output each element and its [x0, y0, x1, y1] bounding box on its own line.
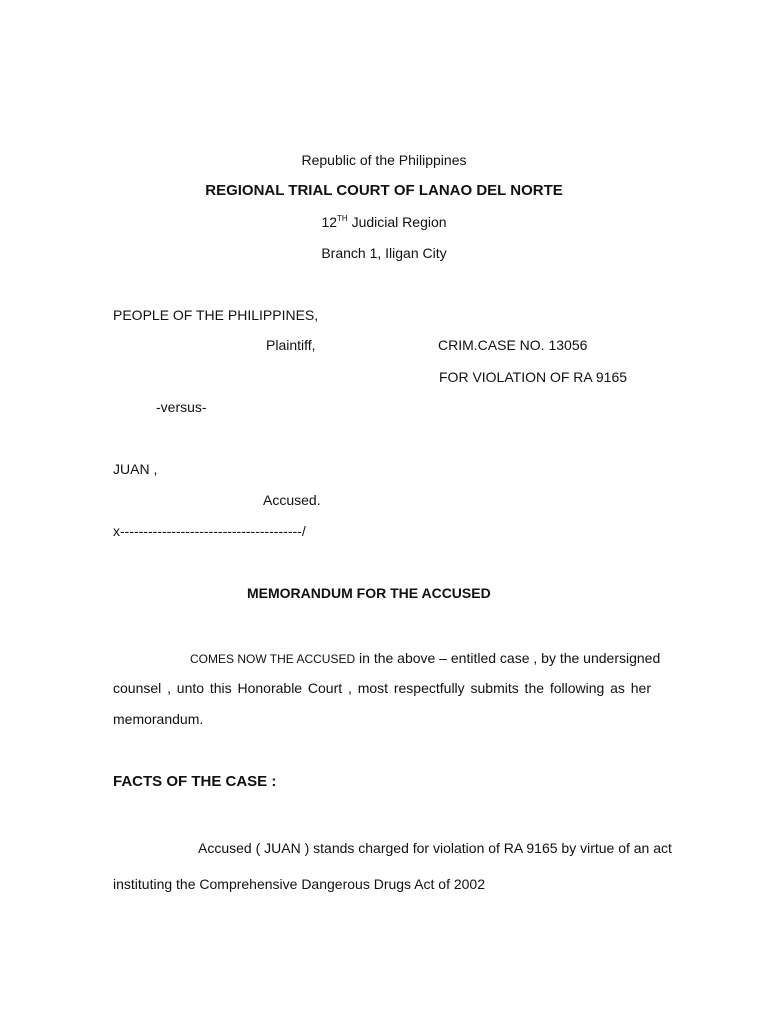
intro-line-2: counsel , unto this Honorable Court , most respectfully submits the following as her: [113, 680, 651, 696]
memorandum-title: MEMORANDUM FOR THE ACCUSED: [247, 585, 491, 601]
court-name: REGIONAL TRIAL COURT OF LANAO DEL NORTE: [205, 182, 563, 199]
republic-line: Republic of the Philippines: [301, 152, 467, 168]
intro-line-3: memorandum.: [113, 711, 204, 727]
violation-line: FOR VIOLATION OF RA 9165: [439, 369, 628, 385]
intro-line-1-rest: in the above – entitled case , by the undersigned: [355, 650, 661, 666]
intro-lead: COMES NOW THE ACCUSED: [190, 652, 356, 666]
region-superscript: TH: [337, 214, 348, 223]
facts-heading: FACTS OF THE CASE :: [113, 773, 277, 790]
plaintiff-name: PEOPLE OF THE PHILIPPINES,: [113, 307, 319, 323]
region-number: 12: [321, 214, 338, 230]
judicial-region: [0, 214, 768, 230]
intro-line-1: [190, 650, 673, 667]
caption-separator: x---------------------------------------/: [113, 523, 306, 539]
accused-label: Accused.: [263, 492, 321, 508]
accused-name: JUAN ,: [113, 461, 158, 477]
facts-line-1: Accused ( JUAN ) stands charged for violation of RA 9165 by virtue of an act: [198, 840, 672, 856]
plaintiff-label: Plaintiff,: [266, 337, 316, 353]
versus-line: -versus-: [156, 399, 207, 415]
case-number: CRIM.CASE NO. 13056: [438, 337, 588, 353]
region-text: Judicial Region: [347, 214, 447, 230]
facts-line-2: instituting the Comprehensive Dangerous Drugs Act of 2002: [113, 876, 485, 892]
branch-line: Branch 1, Iligan City: [321, 245, 447, 261]
